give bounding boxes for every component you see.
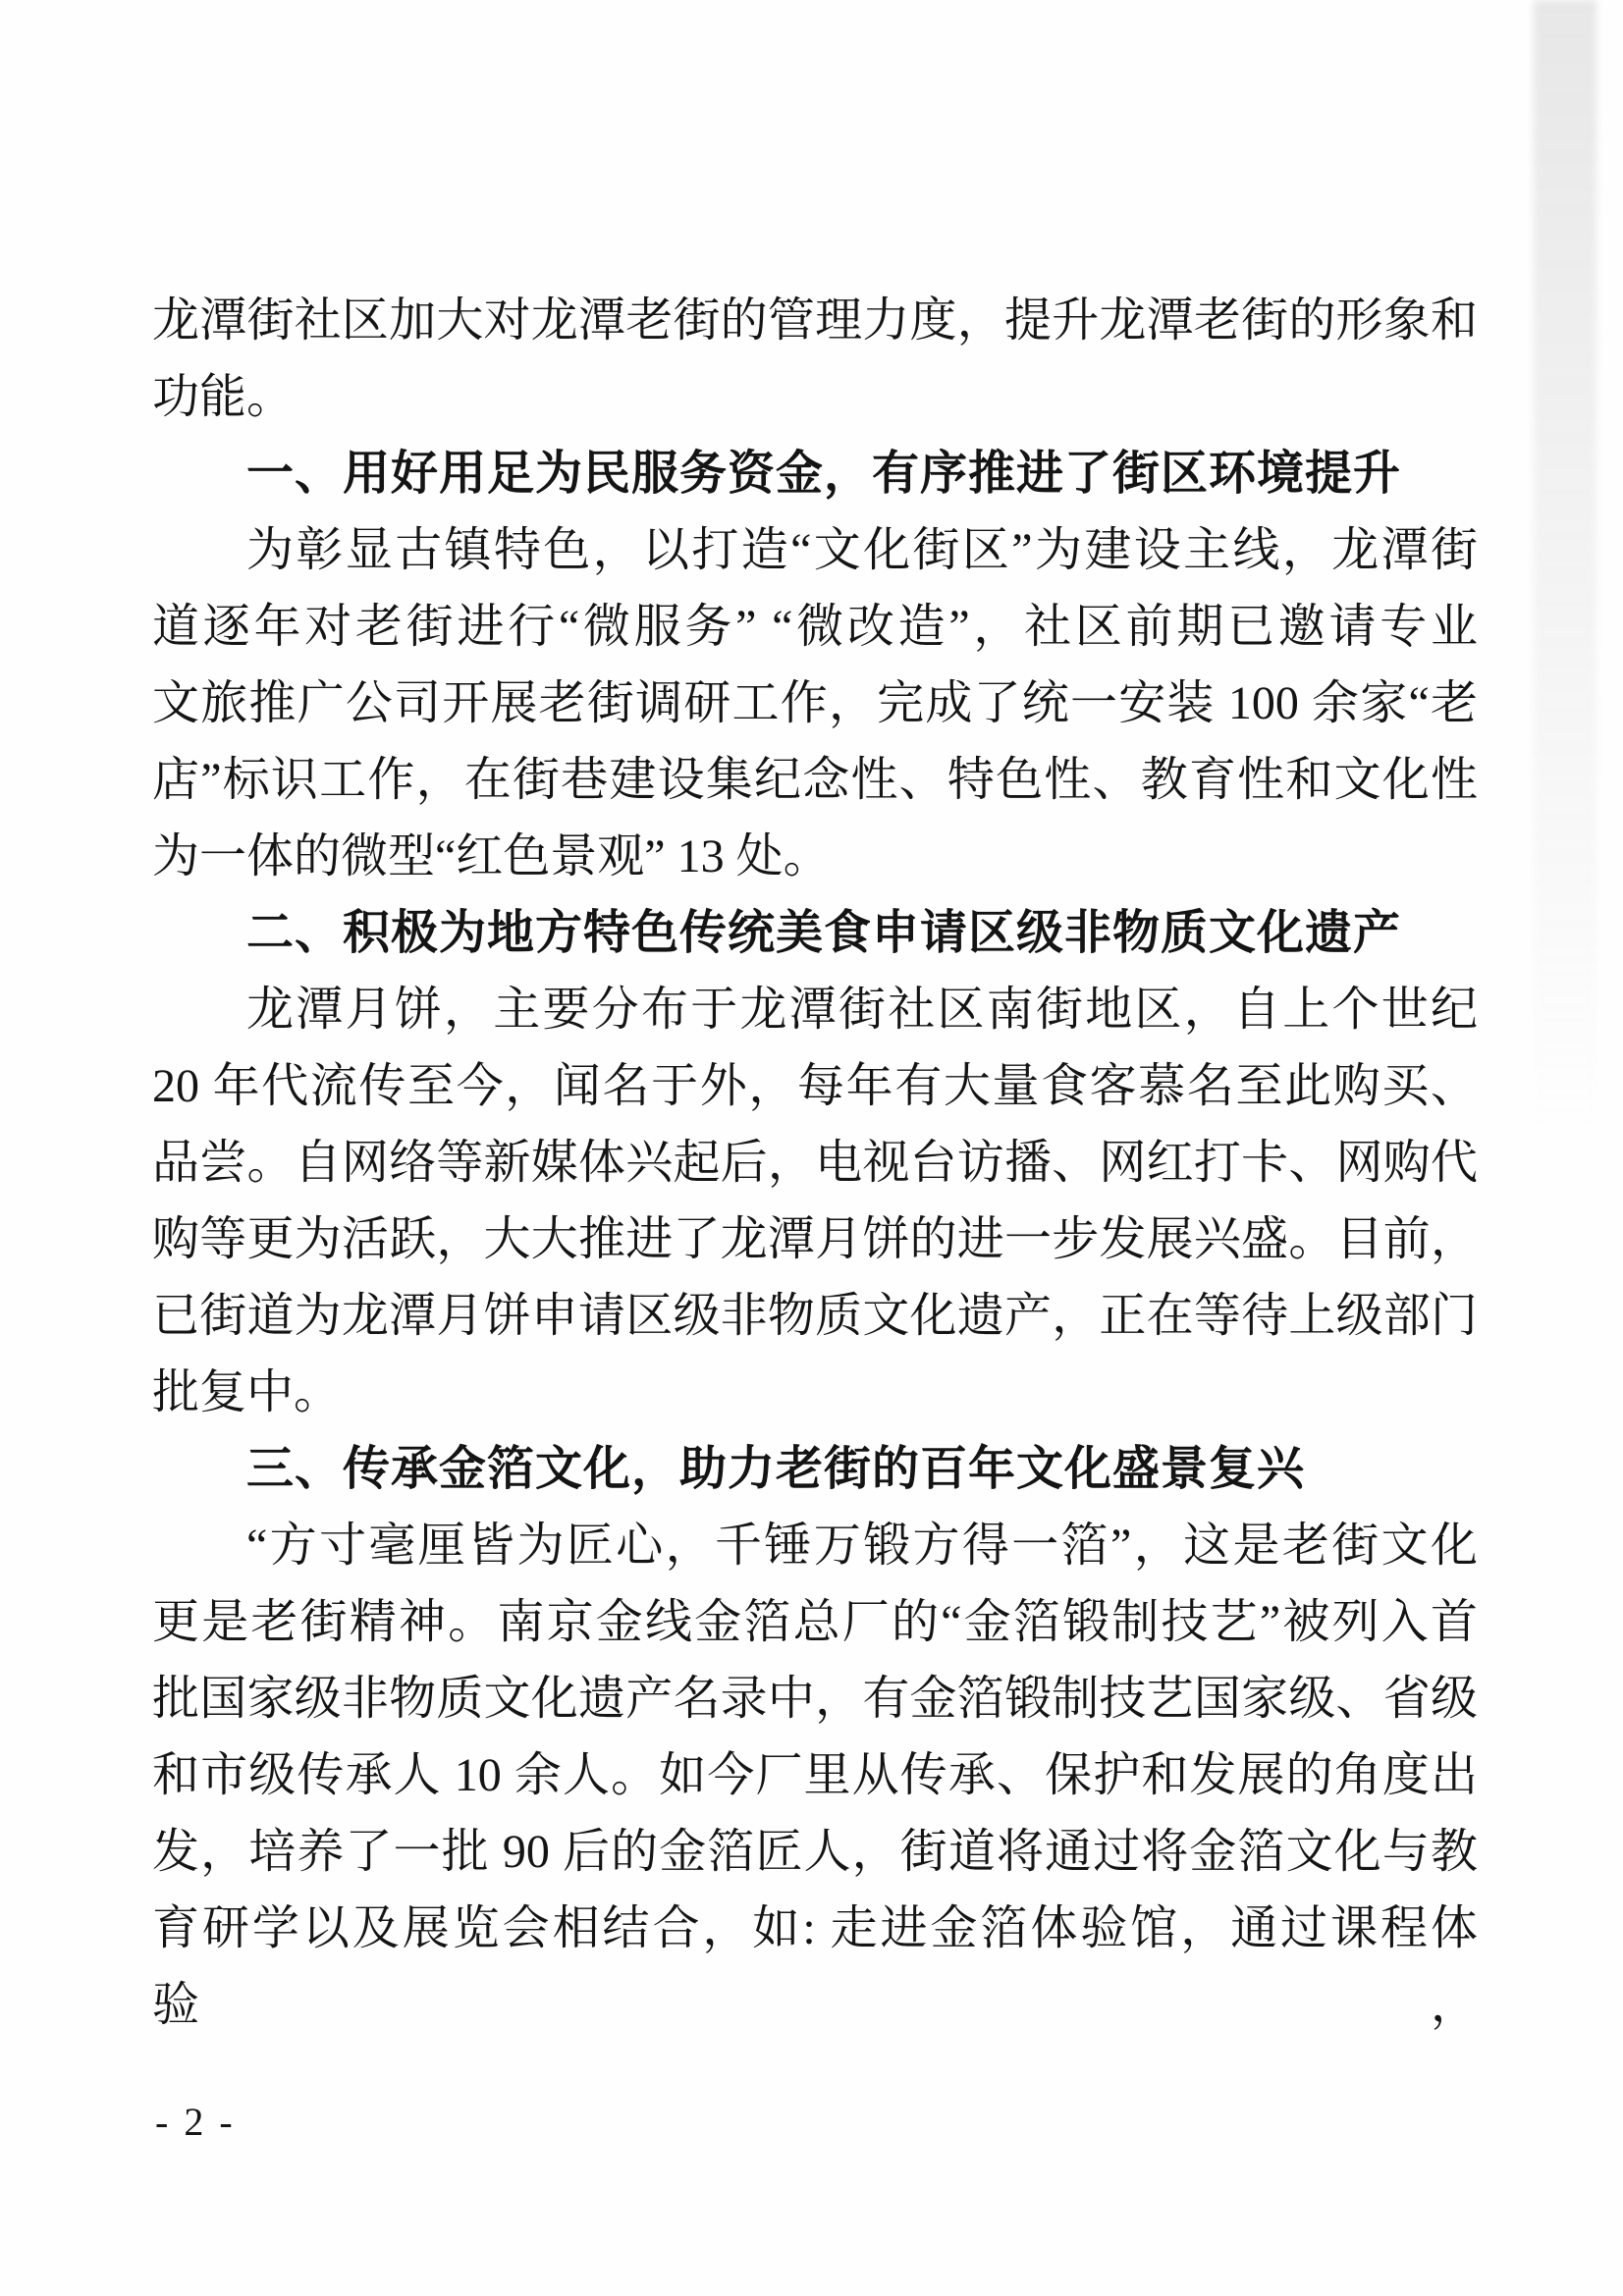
page-number: - 2 - xyxy=(155,2100,236,2144)
text-line: 品尝。自网络等新媒体兴起后，电视台访播、网红打卡、网购代 xyxy=(152,1137,1478,1189)
text-line: 发，培养了一批 90 后的金箔匠人，街道将通过将金箔文化与教 xyxy=(152,1826,1478,1878)
text-line: 更是老街精神。南京金线金箔总厂的“金箔锻制技艺”被列入首 xyxy=(152,1596,1478,1648)
text-line: 功能。 xyxy=(152,371,295,423)
text-line: 文旅推广公司开展老街调研工作，完成了统一安装 100 余家“老 xyxy=(152,677,1478,729)
text-line: 为一体的微型“红色景观” 13 处。 xyxy=(152,830,831,882)
document-body xyxy=(152,283,1478,2031)
text-line: 批复中。 xyxy=(152,1366,342,1418)
text-line: “方寸毫厘皆为匠心，千锤万锻方得一箔”，这是老街文化 xyxy=(246,1520,1478,1572)
text-line: 购等更为活跃，大大推进了龙潭月饼的进一步发展兴盛。目前， xyxy=(152,1213,1478,1265)
text-line: 和市级传承人 10 余人。如今厂里从传承、保护和发展的角度出 xyxy=(152,1749,1478,1801)
section-heading-1: 一、用好用足为民服务资金，有序推进了街区环境提升 xyxy=(246,448,1402,500)
text-line: 龙潭月饼，主要分布于龙潭街社区南街地区，自上个世纪 xyxy=(246,984,1478,1036)
text-line: 店”标识工作，在街巷建设集纪念性、特色性、教育性和文化性 xyxy=(152,754,1478,806)
text-line: 道逐年对老街进行“微服务” “微改造”，社区前期已邀请专业 xyxy=(152,601,1478,653)
scan-shadow-band xyxy=(1534,0,1596,1129)
text-line: 龙潭街社区加大对龙潭老街的管理力度，提升龙潭老街的形象和 xyxy=(152,294,1478,347)
section-heading-2: 二、积极为地方特色传统美食申请区级非物质文化遗产 xyxy=(246,907,1402,959)
text-line: 批国家级非物质文化遗产名录中，有金箔锻制技艺国家级、省级 xyxy=(152,1673,1478,1725)
text-line: 已街道为龙潭月饼申请区级非物质文化遗产，正在等待上级部门 xyxy=(152,1290,1478,1342)
text-line: 育研学以及展览会相结合，如: 走进金箔体验馆，通过课程体验， xyxy=(152,1902,1478,2031)
text-line: 为彰显古镇特色，以打造“文化街区”为建设主线，龙潭街 xyxy=(246,524,1478,576)
section-heading-3: 三、传承金箔文化，助力老街的百年文化盛景复兴 xyxy=(246,1443,1306,1495)
text-line: 20 年代流传至今，闻名于外，每年有大量食客慕名至此购买、 xyxy=(152,1060,1478,1112)
